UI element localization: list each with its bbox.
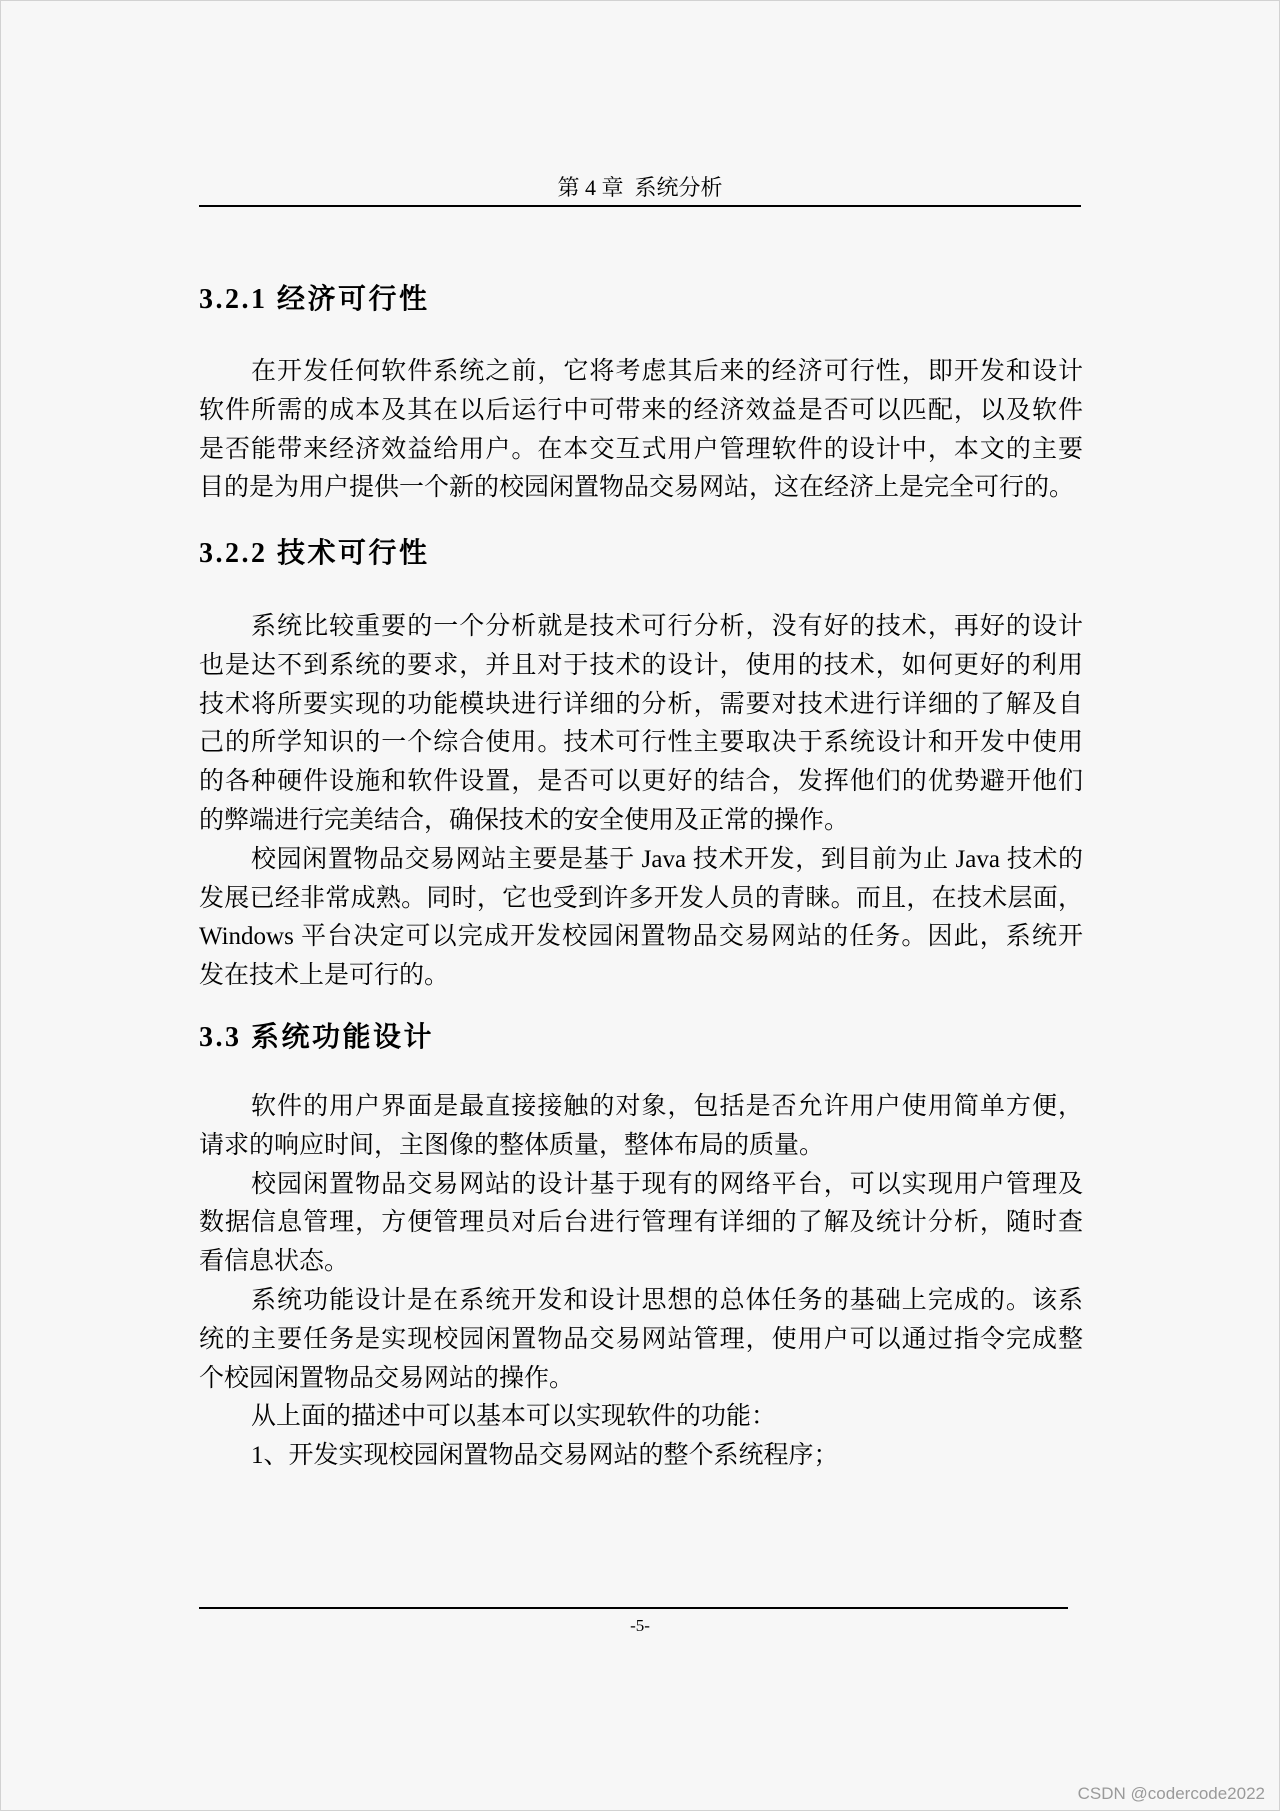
paragraph-line: 的弊端进行完美结合，确保技术的安全使用及正常的操作。 <box>199 806 850 834</box>
section-heading: 3.2.1 经济可行性 <box>199 284 430 315</box>
paragraph-line: 从上面的描述中可以基本可以实现软件的功能： <box>251 1403 777 1431</box>
paragraph-line: 请求的响应时间，主图像的整体质量，整体布局的质量。 <box>199 1131 825 1159</box>
paragraph-line: 是否能带来经济效益给用户。在本交互式用户管理软件的设计中，本文的主要 <box>199 435 1083 463</box>
paragraph-line: 系统功能设计是在系统开发和设计思想的总体任务的基础上完成的。该系 <box>251 1286 1083 1314</box>
paragraph-line: 技术将所要实现的功能模块进行详细的分析，需要对技术进行详细的了解及自 <box>199 690 1083 718</box>
chapter-title: 第 4 章 系统分析 <box>557 175 723 200</box>
paragraph-line: 发展已经非常成熟。同时，它也受到许多开发人员的青睐。而且，在技术层面， <box>199 884 1083 912</box>
paragraph-line: 己的所学知识的一个综合使用。技术可行性主要取决于系统设计和开发中使用 <box>199 729 1083 757</box>
section-body <box>199 353 1083 508</box>
paragraph-line: 也是达不到系统的要求，并且对于技术的设计，使用的技术，如何更好的利用 <box>199 651 1083 679</box>
paragraph-line: 个校园闲置物品交易网站的操作。 <box>199 1364 575 1392</box>
paragraph-line: 校园闲置物品交易网站的设计基于现有的网络平台，可以实现用户管理及 <box>251 1170 1083 1198</box>
paragraph-line: 1、开发实现校园闲置物品交易网站的整个系统程序； <box>251 1442 839 1470</box>
paragraph <box>199 1166 1083 1282</box>
paragraph <box>199 1282 1083 1398</box>
paragraph-line: 校园闲置物品交易网站主要是基于 Java 技术开发，到目前为止 Java 技术的 <box>251 845 1083 873</box>
paragraph-line: 在开发任何软件系统之前，它将考虑其后来的经济可行性，即开发和设计 <box>251 358 1083 385</box>
section-body <box>199 608 1083 996</box>
paragraph <box>199 1398 1083 1437</box>
section-heading: 3.2.2 技术可行性 <box>199 538 430 569</box>
footer-rule <box>199 1607 1068 1609</box>
list-item <box>199 1437 1083 1476</box>
header-rule <box>199 205 1081 207</box>
paragraph-line: 看信息状态。 <box>199 1248 350 1276</box>
paragraph-line: 软件的用户界面是最直接接触的对象，包括是否允许用户使用简单方便， <box>251 1093 1083 1120</box>
paragraph-line: 数据信息管理，方便管理员对后台进行管理有详细的了解及统计分析，随时查 <box>199 1209 1083 1237</box>
paragraph-line: 发在技术上是可行的。 <box>199 962 450 990</box>
paragraph <box>199 1088 1083 1166</box>
page-number: -5- <box>630 1616 650 1635</box>
paragraph-line: 目的是为用户提供一个新的校园闲置物品交易网站，这在经济上是完全可行的。 <box>199 474 1075 502</box>
paragraph <box>199 841 1083 996</box>
section-heading: 3.3 系统功能设计 <box>199 1022 435 1053</box>
paragraph-line: 软件所需的成本及其在以后运行中可带来的经济效益是否可以匹配，以及软件 <box>199 396 1083 424</box>
paragraph-line: Windows 平台决定可以完成开发校园闲置物品交易网站的任务。因此，系统开 <box>199 923 1083 951</box>
paragraph-line: 系统比较重要的一个分析就是技术可行分析，没有好的技术，再好的设计 <box>251 613 1083 640</box>
paragraph <box>199 608 1083 841</box>
paragraph-line: 的各种硬件设施和软件设置，是否可以更好的结合，发挥他们的优势避开他们 <box>199 768 1083 796</box>
paragraph <box>199 353 1083 508</box>
section-body <box>199 1088 1083 1476</box>
paragraph-line: 统的主要任务是实现校园闲置物品交易网站管理，使用户可以通过指令完成整 <box>199 1325 1083 1353</box>
csdn-watermark: CSDN @codercode2022 <box>1077 1784 1265 1803</box>
